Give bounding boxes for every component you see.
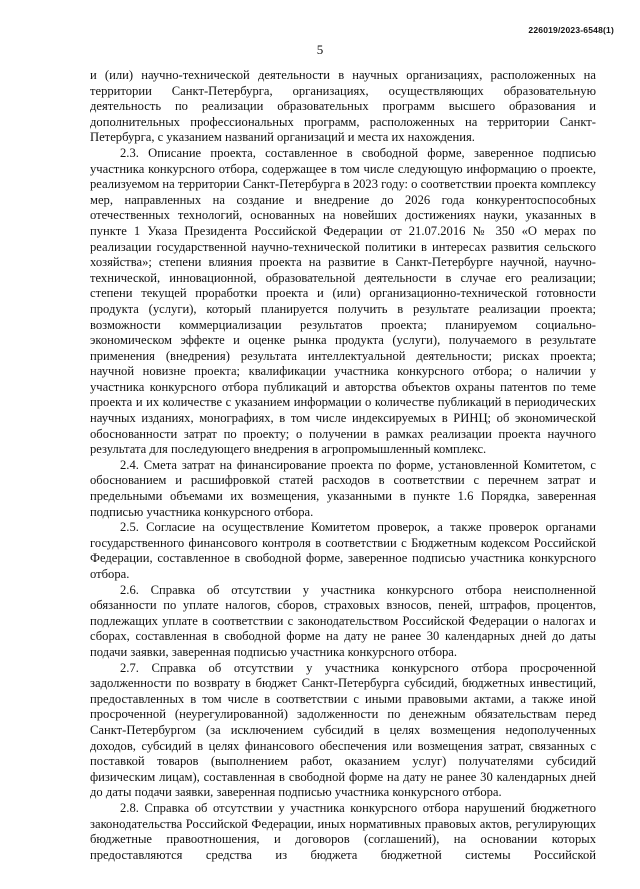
paragraph-2-8: 2.8. Справка об отсутствии у участника конкурсного отбора нарушений бюджетного законодательства Российской Федерации, иных нормативных правовых актов, регулирующих бюджетные правоотношения, и договоров (соглашений), на основании которых предоставляются средства из бюджета бюджетной системы Российской <box>90 800 596 862</box>
paragraph-2-7: 2.7. Справка об отсутствии у участника конкурсного отбора просроченной задолженности по возврату в бюджет Санкт-Петербурга субсидий, бюджетных инвестиций, предоставленных в том числе в соответствии с иными правовыми актами, а также иной просроченной (неурегулированной) задолженности по денежным обязательствам перед Санкт-Петербургом (за исключением субсидий в целях возмещения недополученных доходов, субсидий в целях финансового обеспечения или возмещения затрат, связанных с поставкой товаров (выполнением работ, оказанием услуг) получателями субсидий физическим лицам), составленная в свободной форме на дату не ранее 30 календарных дней до даты подачи заявки, заверенная подписью участника конкурсного отбора. <box>90 660 596 800</box>
page-number: 5 <box>316 42 324 57</box>
document-body <box>90 68 596 863</box>
paragraph-2-6: 2.6. Справка об отсутствии у участника конкурсного отбора неисполненной обязанности по уплате налогов, сборов, страховых взносов, пеней, штрафов, процентов, подлежащих уплате в соответствии с законодательством Российской Федерации о налогах и сборах, составленная в свободной форме на дату не ранее 30 календарных дней до даты подачи заявки, заверенная подписью участника конкурсного отбора. <box>90 582 596 659</box>
paragraph-continuation: и (или) научно-технической деятельности в научных организациях, расположенных на территории Санкт-Петербурга, организациях, осуществляющих образовательную деятельность по реализации образовательных программ высшего образования и дополнительных профессиональных программ, расположенных на территории Санкт-Петербурга, с указанием названий организаций и места их нахождения. <box>90 68 596 145</box>
paragraph-2-5: 2.5. Согласие на осуществление Комитетом проверок, а также проверок органами государственного финансового контроля в соответствии с Бюджетным кодексом Российской Федерации, составленное в свободной форме, заверенное подписью участника конкурсного отбора. <box>90 520 596 581</box>
document-id: 226019/2023-6548(1) <box>528 25 614 35</box>
paragraph-2-4: 2.4. Смета затрат на финансирование проекта по форме, установленной Комитетом, с обоснованием и расшифровкой статей расходов в соответствии с перечнем затрат и предельными объемами их возмещения, указанными в пункте 1.6 Порядка, заверенная подписью участника конкурсного отбора. <box>90 457 596 519</box>
paragraph-2-3: 2.3. Описание проекта, составленное в свободной форме, заверенное подписью участника конкурсного отбора, содержащее в том числе следующую информацию о проекте, реализуемом на территории Санкт-Петербурга в 2023 году: о соответствии проекта комплексу мер, направленных на создание и внедрение до 2026 года конкурентоспособных отечественных технологий, основанных на новейших достижениях науки, указанных в пункте 1 Указа Президента Российской Федерации от 21.07.2016 № 350 «О мерах по реализации государственной научно-технической политики в интересах развития сельского хозяйства»; степени влияния проекта на развитие в Санкт-Петербурге научной, научно-технической, инновационной, образовательной деятельности в случае его реализации; степени текущей проработки проекта и (или) организационно-технической готовности продукта (услуги), который планируется получить в результате реализации проекта; возможности коммерциализации результатов проекта; планируемом социально-экономическом эффекте и оценке рынка продукта (услуги), получаемого в результате применения (внедрения) результата интеллектуальной деятельности; рисках проекта; научной новизне проекта; квалификации участника конкурсного отбора; о наличии у участника конкурсного отбора публикаций и авторства объектов охраны патентов по теме проекта и их количестве с указанием информации о количестве публикаций в периодических научных изданиях, монографиях, в том числе индексируемых в РИНЦ; об экономической обоснованности затрат по проекту; о получении в рамках реализации проекта научного результата для последующего внедрения в агропромышленный комплекс. <box>90 145 596 457</box>
